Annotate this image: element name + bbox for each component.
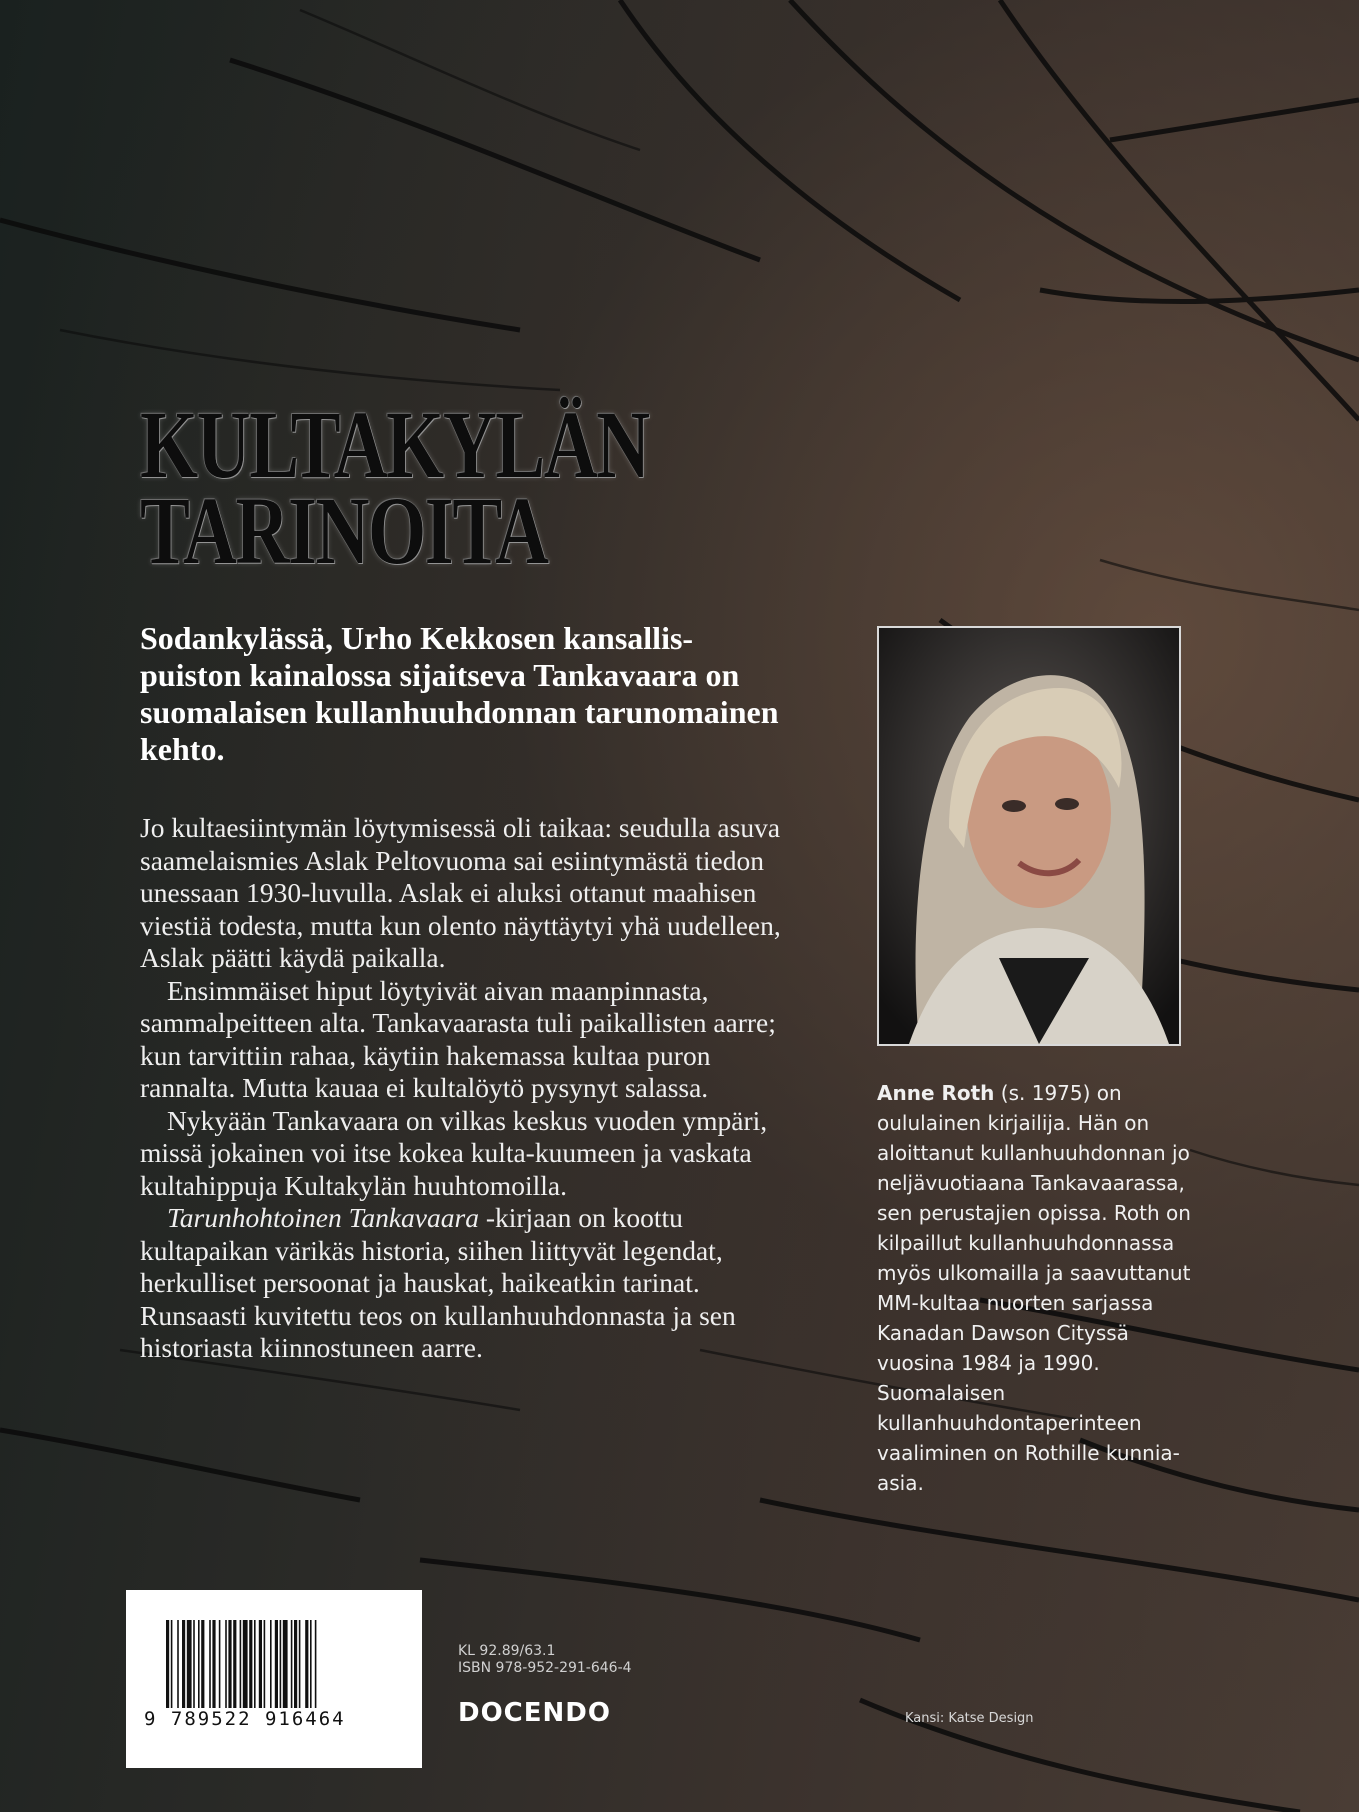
isbn-barcode — [166, 1620, 384, 1708]
barcode-box — [126, 1590, 422, 1768]
description-paragraph-4 — [140, 1202, 790, 1365]
isbn-number: ISBN 978-952-291-646-4 — [458, 1660, 632, 1676]
classification-code: KL 92.89/63.1 — [458, 1643, 556, 1659]
barcode-bar — [219, 1620, 221, 1708]
book-metadata — [458, 1643, 632, 1677]
description-paragraph-3: Nykyään Tankavaara on vilkas keskus vuoden ympäri, missä jokainen voi itse kokea kulta-kuumeen ja vaskata kultahippuja Kultakylän huuhtomoilla. — [140, 1104, 768, 1201]
author-portrait-image — [879, 628, 1179, 1044]
barcode-bar — [254, 1620, 256, 1708]
cover-credit: Kansi: Katse Design — [905, 1711, 1034, 1726]
barcode-bar — [315, 1620, 317, 1708]
barcode-bar — [212, 1620, 215, 1708]
description-paragraph-1: Jo kultaesiintymän löytymisessä oli taikaa: seudulla asuva saamelaismies Aslak Peltovuoma sai esiintymästä tiedon unessaan 1930-luvulla. Aslak ei aluksi ottanut maahisen viestiä todesta, mutta kun olento näyttäytyi yhä uudelleen, Aslak päätti käydä paikalla. — [140, 812, 781, 973]
barcode-bar — [209, 1620, 211, 1708]
barcode-bar — [198, 1620, 200, 1708]
book-reference-italic: Tarunhohtoinen Tankavaara — [167, 1202, 479, 1233]
barcode-bar — [264, 1620, 266, 1708]
barcode-bar — [280, 1620, 282, 1708]
barcode-bar — [228, 1620, 231, 1708]
author-photo — [877, 626, 1181, 1046]
author-bio — [877, 1078, 1197, 1498]
barcode-bar — [166, 1620, 169, 1708]
book-title: KULTAKYLÄN TARINOITA — [140, 391, 649, 584]
barcode-bar — [259, 1620, 262, 1708]
barcode-bar — [305, 1620, 308, 1708]
barcode-bar — [225, 1620, 227, 1708]
barcode-bar — [283, 1620, 288, 1708]
barcode-bar — [240, 1620, 242, 1708]
barcode-bar — [233, 1620, 236, 1708]
barcode-bar — [193, 1620, 195, 1708]
description-paragraph-4-text: -kirjaan on koottu kultapaikan värikäs historia, siihen liittyvät legendat, herkulliset persoonat ja hauskat, haikeatkin tarinat. Runsaasti kuvitettu teos on kullanhuuhdonnasta ja sen historiasta kiinnostuneen aarre. — [140, 1202, 736, 1363]
barcode-bar — [187, 1620, 192, 1708]
author-bio-text: (s. 1975) on oululainen kirjailija. Hän on aloittanut kullanhuuhdonnan jo neljävuotiaana Tankavaarassa, sen perustajien opissa. Roth on kilpaillut kullanhuuhdonnassa myös ulkomailla ja saavuttanut MM-kultaa nuorten sarjassa Kanadan Dawson Cityssä vuosina 1984 ja 1990. Suomalaisen kullanhuuhdontaperinteen vaaliminen on Rothille kunnia-asia. — [877, 1081, 1191, 1495]
barcode-bar — [243, 1620, 248, 1708]
description-paragraph-2: Ensimmäiset hiput löytyivät aivan maanpinnasta, sammalpeitteen alta. Tankavaarasta tuli paikallisten aarre; kun tarvittiin rahaa, käytiin hakemassa kultaa puron rannalta. Mutta kauaa ei kultalöytö pysynyt salassa. — [140, 974, 776, 1103]
lead-paragraph: Sodankylässä, Urho Kekkosen kansallis-puiston kainalossa sijaitseva Tankavaara on suomalaisen kullanhuuhdonnan tarunomainen kehto. — [140, 620, 779, 767]
publisher-logo: DOCENDO — [458, 1698, 611, 1728]
barcode-bar — [177, 1620, 179, 1708]
barcode-bar — [249, 1620, 252, 1708]
barcode-digits: 9 789522 916464 — [144, 1708, 346, 1730]
barcode-bar — [299, 1620, 301, 1708]
barcode-bar — [270, 1620, 272, 1708]
description-text — [140, 812, 790, 1365]
barcode-bar — [275, 1620, 278, 1708]
author-name: Anne Roth — [877, 1081, 995, 1105]
barcode-bar — [182, 1620, 185, 1708]
barcode-bar — [294, 1620, 297, 1708]
barcode-bar — [171, 1620, 173, 1708]
barcode-bar — [310, 1620, 312, 1708]
barcode-bar — [291, 1620, 293, 1708]
barcode-bar — [201, 1620, 204, 1708]
